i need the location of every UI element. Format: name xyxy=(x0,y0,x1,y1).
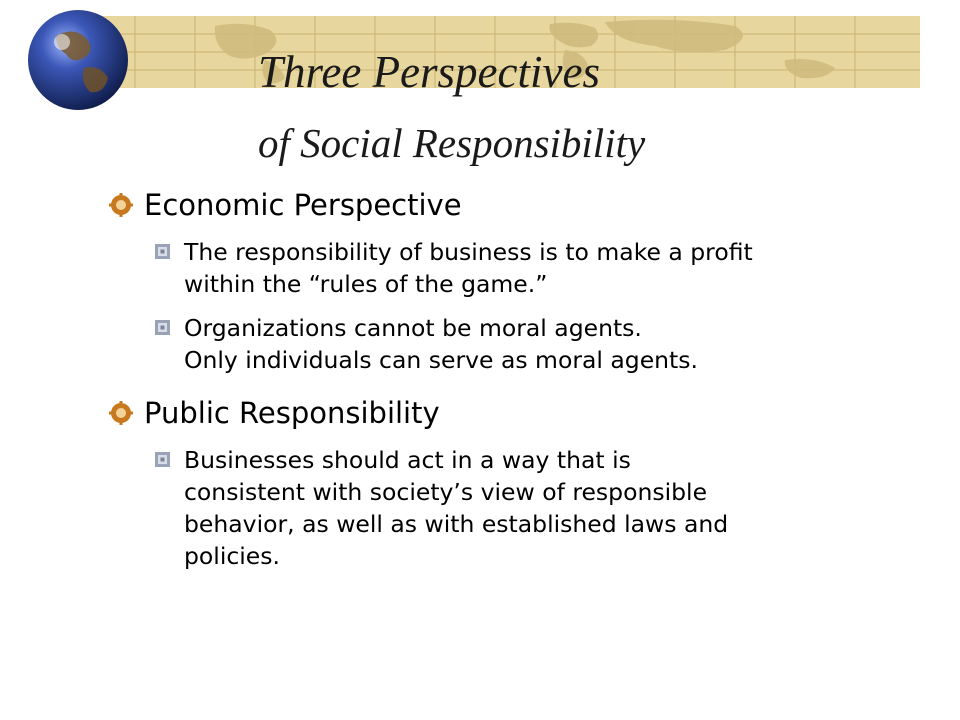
sub-bullet-line: Businesses should act in a way that is xyxy=(184,446,631,474)
sub-bullet-line: The responsibility of business is to make a profit xyxy=(184,238,753,266)
bullet-heading: Economic Perspective xyxy=(144,188,462,222)
square-bullet-icon xyxy=(154,451,171,468)
gear-bullet-icon xyxy=(108,192,134,218)
bullet-public-responsibility xyxy=(108,394,898,432)
slide-body xyxy=(108,186,898,572)
square-bullet-icon xyxy=(154,319,171,336)
square-bullet-icon xyxy=(154,243,171,260)
title-line-2: of Social Responsibility xyxy=(258,120,646,166)
sub-bullet xyxy=(184,236,898,300)
sub-bullet xyxy=(184,444,898,572)
sub-bullet-line: policies. xyxy=(184,542,280,570)
title-line-1: Three Perspectives xyxy=(258,47,600,97)
bullet-economic-perspective xyxy=(108,186,898,224)
sub-bullet-line: behavior, as well as with established laws and xyxy=(184,510,729,538)
sub-bullet-line: Organizations cannot be moral agents. xyxy=(184,314,642,342)
slide-title xyxy=(0,0,960,180)
bullet-heading: Public Responsibility xyxy=(144,396,440,430)
sub-bullet xyxy=(184,312,898,376)
sub-bullet-line: consistent with society’s view of responsible xyxy=(184,478,708,506)
sub-bullet-line: Only individuals can serve as moral agents. xyxy=(184,346,698,374)
sub-bullet-line: within the “rules of the game.” xyxy=(184,270,548,298)
gear-bullet-icon xyxy=(108,400,134,426)
